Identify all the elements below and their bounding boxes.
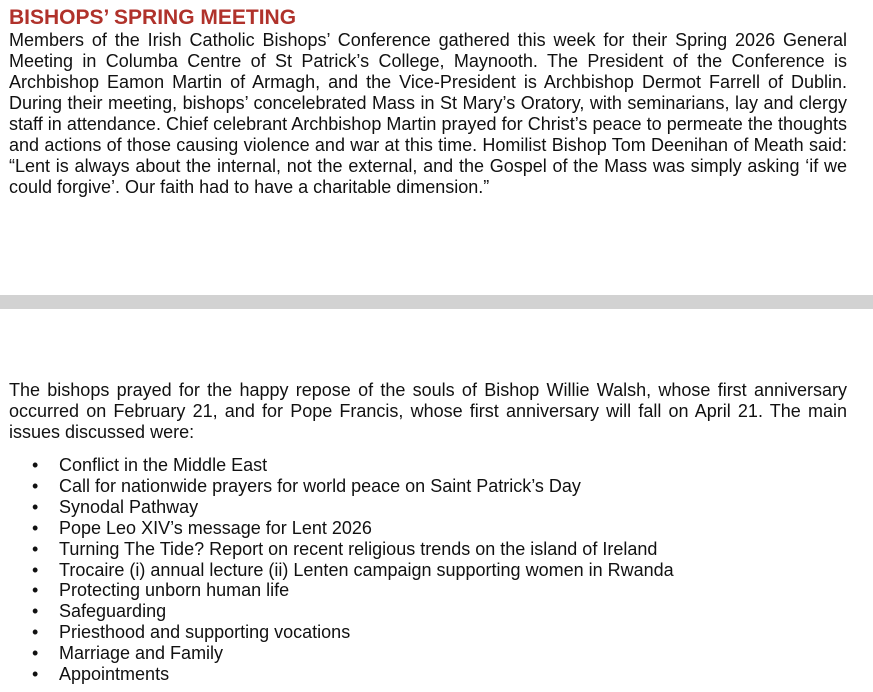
bullet-icon: • bbox=[32, 559, 39, 580]
meeting-paragraph: Members of the Irish Catholic Bishops’ Conference gathered this week for their Spring 2026 General Meeting in Columba Centre of St Patrick’s College, Maynooth. The President of the Conference is Archbishop Eamon Martin of Armagh, and the Vice-President is Archbishop Dermot Farrell of Dublin. During their meeting, bishops’ concelebrated Mass in St Mary’s Oratory, with seminarians, lay and clergy staff in attendance. Chief celebrant Archbishop Martin prayed for Christ’s peace to permeate the thoughts and actions of those causing violence and war at this time. Homilist Bishop Tom Deenihan of Meath said: “Lent is always about the internal, not the external, and the Gospel of the Mass was simply asking ‘if we could forgive’. Our faith had to have a charitable dimension.” bbox=[9, 30, 847, 197]
list-item bbox=[28, 497, 674, 518]
list-item bbox=[28, 622, 674, 643]
list-item-text: Protecting unborn human life bbox=[59, 580, 290, 601]
list-item bbox=[28, 643, 674, 664]
bullet-icon: • bbox=[32, 622, 39, 643]
list-item bbox=[28, 539, 674, 560]
section-heading: BISHOPS’ SPRING MEETING bbox=[9, 6, 297, 29]
bullet-icon: • bbox=[32, 643, 39, 664]
list-item-text: Marriage and Family bbox=[59, 643, 224, 664]
bullet-icon: • bbox=[32, 580, 39, 601]
issues-list bbox=[28, 455, 674, 685]
list-item bbox=[28, 455, 674, 476]
list-item bbox=[28, 580, 674, 601]
section-divider bbox=[0, 295, 873, 309]
repose-paragraph: The bishops prayed for the happy repose of the souls of Bishop Willie Walsh, whose first anniversary occurred on February 21, and for Pope Francis, whose first anniversary will fall on April 21. The main issues discussed were: bbox=[9, 380, 847, 442]
bullet-icon: • bbox=[32, 517, 39, 538]
list-item-text: Appointments bbox=[59, 664, 170, 685]
list-item bbox=[28, 601, 674, 622]
list-item-text: Turning The Tide? Report on recent religious trends on the island of Ireland bbox=[59, 538, 658, 559]
bullet-icon: • bbox=[32, 664, 39, 685]
list-item bbox=[28, 664, 674, 685]
list-item bbox=[28, 560, 674, 581]
bullet-icon: • bbox=[32, 455, 39, 475]
list-item-text: Synodal Pathway bbox=[59, 496, 199, 517]
list-item-text: Priesthood and supporting vocations bbox=[59, 622, 351, 643]
bullet-icon: • bbox=[32, 496, 39, 517]
list-item bbox=[28, 518, 674, 539]
bullet-icon: • bbox=[32, 601, 39, 622]
list-item-text: Safeguarding bbox=[59, 601, 167, 622]
list-item-text: Conflict in the Middle East bbox=[59, 455, 268, 475]
bullet-icon: • bbox=[32, 538, 39, 559]
list-item-text: Trocaire (i) annual lecture (ii) Lenten campaign supporting women in Rwanda bbox=[59, 559, 674, 580]
bullet-icon: • bbox=[32, 475, 39, 496]
list-item-text: Call for nationwide prayers for world peace on Saint Patrick’s Day bbox=[59, 475, 581, 496]
list-item bbox=[28, 476, 674, 497]
list-item-text: Pope Leo XIV’s message for Lent 2026 bbox=[59, 517, 372, 538]
